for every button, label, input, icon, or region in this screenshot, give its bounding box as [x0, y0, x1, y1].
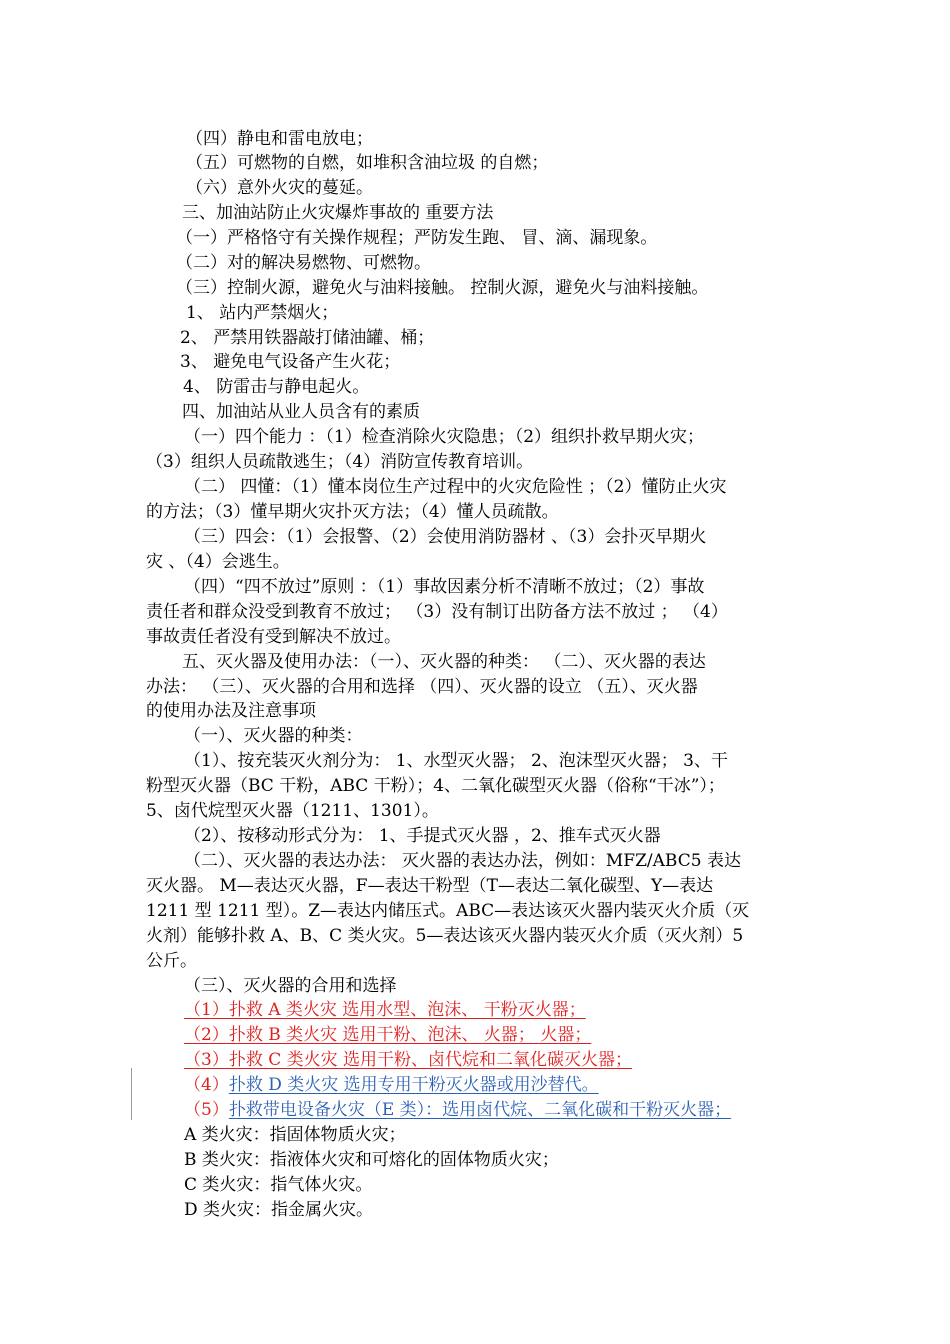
item-number: （5）	[184, 1100, 229, 1120]
text-line: （1）、按充装灭火剂分为： 1、水型灭火器； 2、泡沫型灭火器； 3、干	[184, 751, 728, 771]
text-line: 的方法；（3）懂早期火灾扑灭方法；（4）懂人员疏散。	[146, 502, 559, 522]
text-line: 火剂）能够扑救 A、B、C 类火灾。5—表达该灭火器内装灭火介质（灭火剂）5	[146, 926, 744, 946]
text-line: （二）、灭火器的表达办法： 灭火器的表达办法，例如：MFZ/ABC5 表达	[184, 851, 741, 871]
text-line: （3）组织人员疏散逃生；（4）消防宣传教育培训。	[146, 452, 534, 472]
red-underlined-line: （2）扑救 B 类火灾 选用干粉、泡沫、 火器； 火器；	[184, 1025, 592, 1045]
section-heading: 四、加油站从业人员含有的素质	[182, 402, 420, 422]
text-line: （三）控制火源，避免火与油料接触。 控制火源，避免火与油料接触。	[176, 278, 709, 298]
text-line: 责任者和群众没受到教育不放过； （3）没有制订出防备方法不放过 ； （4）	[146, 602, 728, 622]
list-item: 2、 严禁用铁器敲打储油罐、桶；	[180, 328, 435, 348]
text-line: （二）对的解决易燃物、可燃物。	[176, 253, 431, 273]
list-item: 3、 避免电气设备产生火花；	[180, 352, 401, 372]
red-underlined-line: （1）扑救 A 类火灾 选用水型、泡沫、 干粉灭火器；	[184, 1000, 586, 1020]
text-line: （三）、灭火器的合用和选择	[184, 976, 397, 996]
text-line: 5、卤代烷型灭火器（1211、1301）。	[146, 801, 439, 821]
text-line: 灭火器。 M—表达灭火器，F—表达干粉型（T—表达二氧化碳型、Y—表达	[146, 876, 714, 896]
text-line: 公斤。	[146, 951, 197, 971]
section-heading: 三、加油站防止火灾爆炸事故的 重要方法	[182, 203, 494, 223]
blue-underlined-line	[184, 1098, 731, 1122]
definition-line: B 类火灾：指液体火灾和可熔化的固体物质火灾；	[184, 1150, 559, 1170]
definition-line: D 类火灾：指金属火灾。	[184, 1200, 374, 1220]
list-item: 1、 站内严禁烟火；	[186, 303, 339, 323]
blue-underlined-line	[184, 1073, 599, 1097]
text-line: 1211 型 1211 型）。Z—表达内储压式。ABC—表达该灭火器内装灭火介质（灭	[146, 901, 750, 921]
list-item: 4、 防雷击与静电起火。	[183, 377, 370, 397]
text-line: （一）四个能力 ：（1）检查消除火灾隐患；（2）组织扑救早期火灾；	[184, 427, 705, 447]
text-line: （四）静电和雷电放电；	[186, 129, 373, 149]
text-line: （2）、按移动形式分为： 1、手提式灭火器 ，2、推车式灭火器	[184, 826, 661, 846]
text-line: （三）四会：（1）会报警、（2）会使用消防器材 、（3）会扑灭早期火	[184, 527, 707, 547]
text-line: 粉型灭火器（BC 干粉，ABC 干粉）；4、二氧化碳型灭火器（俗称“干冰”）；	[146, 776, 725, 796]
text-line: （五）可燃物的自燃，如堆积含油垃圾 的自燃；	[186, 153, 549, 173]
text-line: （一）严格恪守有关操作规程；严防发生跑、 冒、滴、漏现象。	[176, 228, 658, 248]
definition-line: C 类火灾：指气体火灾。	[184, 1175, 373, 1195]
item-text: 扑救 D 类火灾 选用专用干粉灭火器或用沙替代。	[228, 1075, 599, 1095]
red-underlined-line: （3）扑救 C 类火灾 选用干粉、卤代烷和二氧化碳灭火器；	[184, 1050, 633, 1070]
text-line: 的使用办法及注意事项	[146, 701, 316, 721]
text-line: （二） 四懂：（1）懂本岗位生产过程中的火灾危险性 ；（2）懂防止火灾	[184, 477, 727, 497]
section-heading: 五、灭火器及使用办法：（一）、灭火器的种类： （二）、灭火器的表达	[182, 652, 706, 672]
item-text: 扑救带电设备火灾（E 类）：选用卤代烷、二氧化碳和干粉灭火器；	[228, 1100, 732, 1120]
definition-line: A 类火灾：指固体物质火灾；	[184, 1125, 406, 1145]
text-line: （四）“四不放过”原则 ：（1）事故因素分析不清晰不放过；（2）事故	[184, 577, 705, 597]
text-line: 灾 、（4）会逃生。	[146, 552, 290, 572]
text-line: （一）、灭火器的种类：	[184, 726, 363, 746]
revision-bar	[131, 1068, 132, 1120]
item-number: （4）	[184, 1075, 229, 1095]
text-line: （六）意外火灾的蔓延。	[186, 178, 373, 198]
text-line: 办法： （三）、灭火器的合用和选择 （四）、灭火器的设立 （五）、灭火器	[146, 677, 698, 697]
text-line: 事故责任者没有受到解决不放过。	[146, 627, 401, 647]
